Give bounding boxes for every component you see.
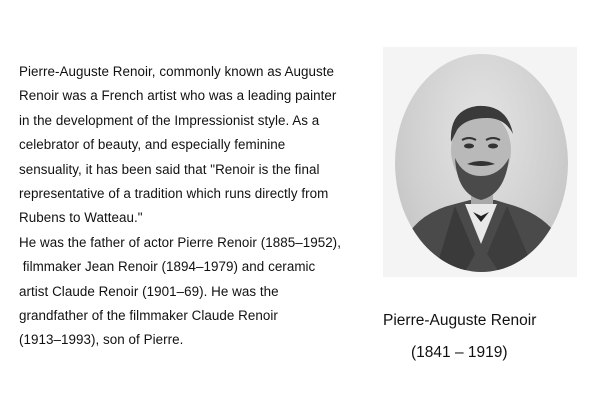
bio-line: (1913–1993), son of Pierre. [19,332,184,348]
bio-line: Renoir was a French artist who was a leading painter [19,88,337,104]
caption-name: Pierre-Auguste Renoir [383,312,537,329]
bio-line: sensuality, it has been said that "Renoir is the final [19,161,320,177]
caption-years: (1841 – 1919) [411,344,508,361]
bio-line: artist Claude Renoir (1901–69). He was the [19,283,279,299]
bio-line: Rubens to Watteau." [19,210,143,226]
bio-line: Pierre-Auguste Renoir, commonly known as Auguste [19,64,335,79]
bio-line: representative of a tradition which runs directly from [19,186,329,202]
bio-line: filmmaker Jean Renoir (1894–1979) and ceramic [19,259,316,275]
biography-text [19,60,389,353]
portrait-photo [383,47,577,277]
bio-line: grandfather of the filmmaker Claude Renoir [19,308,278,324]
portrait-figure-icon [395,54,568,272]
portrait-oval [395,54,568,272]
bio-line: He was the father of actor Pierre Renoir (1885–1952), [19,234,341,250]
bio-line: celebrator of beauty, and especially feminine [19,137,286,153]
bio-line: in the development of the Impressionist style. As a [19,112,320,128]
